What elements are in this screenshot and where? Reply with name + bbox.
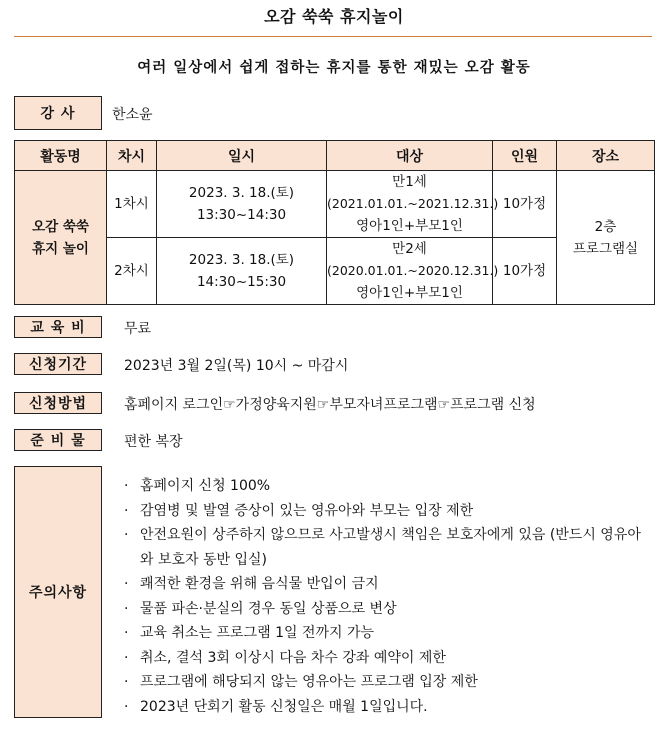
activity-name-cell bbox=[15, 171, 107, 305]
notes-label: 주의사항 bbox=[14, 466, 102, 718]
header-people: 인원 bbox=[493, 141, 557, 171]
header-activity: 활동명 bbox=[15, 141, 107, 171]
method-label: 신청방법 bbox=[14, 392, 102, 414]
fee-value: 무료 bbox=[124, 321, 152, 337]
bullet-icon: · bbox=[124, 527, 129, 543]
instructor-label: 강 사 bbox=[14, 96, 102, 130]
note-text: 교육 취소는 프로그램 1일 전까지 가능 bbox=[140, 625, 375, 641]
target-composition: 영아1인+부모1인 bbox=[356, 285, 463, 301]
target-age: 만2세 bbox=[392, 241, 427, 257]
notes-list bbox=[124, 474, 654, 719]
note-text: 물품 파손·분실의 경우 동일 상품으로 변상 bbox=[140, 600, 397, 617]
note-text: 쾌적한 환경을 위해 음식물 반입이 금지 bbox=[140, 576, 379, 592]
note-item bbox=[124, 572, 654, 597]
target-cell bbox=[327, 238, 499, 305]
bullet-icon: · bbox=[124, 625, 129, 641]
target-composition: 영아1인+부모1인 bbox=[356, 218, 463, 234]
bullet-icon: · bbox=[124, 649, 129, 666]
target-birth-range: (2021.01.01.~2021.12.31.) bbox=[327, 196, 499, 211]
note-item bbox=[124, 621, 654, 646]
activity-name-line: 휴지 놀이 bbox=[32, 240, 89, 257]
schedule-header-row bbox=[15, 141, 655, 171]
header-datetime: 일시 bbox=[157, 141, 327, 171]
note-item bbox=[124, 523, 654, 572]
header-target: 대상 bbox=[327, 141, 493, 171]
header-place: 장소 bbox=[557, 141, 655, 171]
place-room: 프로그램실 bbox=[572, 240, 639, 257]
bullet-icon: · bbox=[124, 576, 129, 592]
time-text: 13:30~14:30 bbox=[196, 207, 287, 223]
place-cell bbox=[557, 171, 655, 305]
page-subtitle: 여러 일상에서 쉽게 접하는 휴지를 통한 재밌는 오감 활동 bbox=[137, 60, 531, 76]
target-age: 만1세 bbox=[392, 174, 427, 190]
people-cell: 10가정 bbox=[493, 171, 557, 238]
bullet-icon: · bbox=[124, 502, 129, 519]
header-session: 차시 bbox=[107, 141, 157, 171]
target-cell bbox=[327, 171, 499, 238]
note-text: 홈페이지 신청 100% bbox=[140, 478, 271, 494]
time-text: 14:30~15:30 bbox=[196, 274, 287, 290]
note-text: 취소, 결석 3회 이상시 다음 차수 강좌 예약이 제한 bbox=[140, 649, 446, 666]
people-cell: 10가정 bbox=[493, 238, 557, 305]
session-cell: 2차시 bbox=[107, 238, 157, 305]
method-value: 홈페이지 로그인☞가정양육지원☞부모자녀프로그램☞프로그램 신청 bbox=[124, 397, 536, 413]
bullet-icon: · bbox=[124, 478, 129, 494]
period-label: 신청기간 bbox=[14, 353, 102, 375]
table-row bbox=[15, 171, 655, 238]
schedule-table bbox=[14, 140, 655, 305]
page-title: 오감 쑥쑥 휴지놀이 bbox=[264, 7, 404, 26]
datetime-cell bbox=[157, 171, 327, 238]
instructor-value: 한소윤 bbox=[112, 107, 153, 123]
datetime-cell bbox=[157, 238, 327, 305]
title-divider bbox=[14, 36, 652, 37]
activity-name-line: 오감 쑥쑥 bbox=[32, 218, 89, 235]
period-value: 2023년 3월 2일(목) 10시 ~ 마감시 bbox=[124, 358, 349, 374]
bullet-icon: · bbox=[124, 698, 129, 715]
fee-label: 교 육 비 bbox=[14, 316, 102, 338]
session-cell: 1차시 bbox=[107, 171, 157, 238]
place-floor: 2층 bbox=[594, 218, 617, 235]
note-item bbox=[124, 646, 654, 671]
note-item bbox=[124, 597, 654, 622]
note-text: 감염병 및 발열 증상이 있는 영유아와 부모는 입장 제한 bbox=[140, 502, 474, 519]
date-text: 2023. 3. 18.(토) bbox=[188, 252, 295, 268]
prep-label: 준 비 물 bbox=[14, 429, 102, 451]
prep-value: 편한 복장 bbox=[124, 434, 183, 450]
note-item bbox=[124, 695, 654, 720]
date-text: 2023. 3. 18.(토) bbox=[188, 185, 295, 201]
note-item bbox=[124, 474, 654, 499]
note-item bbox=[124, 499, 654, 524]
note-item bbox=[124, 670, 654, 695]
note-text: 안전요원이 상주하지 않으므로 사고발생시 책임은 보호자에게 있음 (반드시 영유아와 보호자 동반 입실) bbox=[140, 527, 641, 568]
note-text: 프로그램에 해당되지 않는 영유아는 프로그램 입장 제한 bbox=[140, 674, 478, 690]
bullet-icon: · bbox=[124, 674, 129, 690]
note-text: 2023년 단회기 활동 신청일은 매월 1일입니다. bbox=[140, 698, 428, 715]
target-birth-range: (2020.01.01.~2020.12.31.) bbox=[327, 263, 499, 278]
bullet-icon: · bbox=[124, 600, 129, 617]
